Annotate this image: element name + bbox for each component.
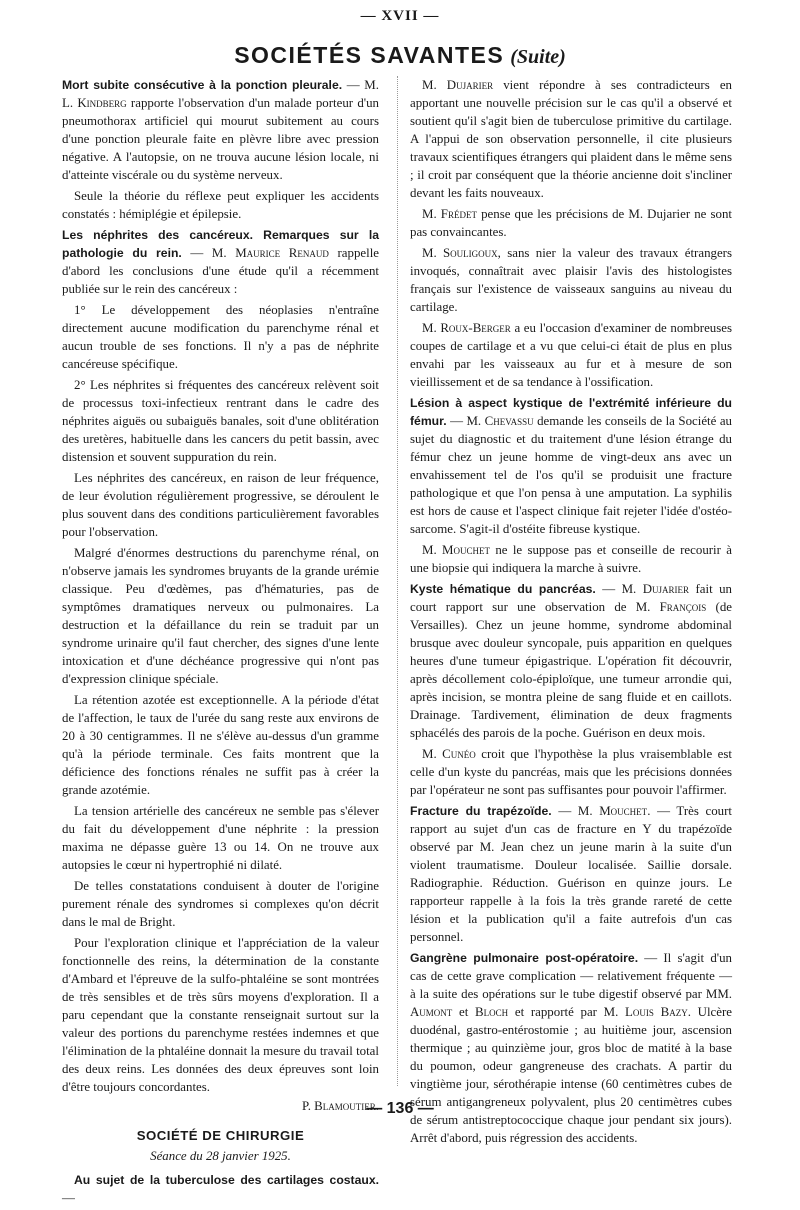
society-heading: SOCIÉTÉ DE CHIRURGIE <box>136 1128 305 1143</box>
author-name: Chevassu <box>484 414 534 428</box>
author-name: M. Frédet <box>422 207 477 221</box>
author-name: Aumont <box>410 1005 453 1019</box>
author-name: M. Dujarier <box>422 78 494 92</box>
section-title: SOCIÉTÉS SAVANTES <box>234 42 505 68</box>
paragraph: M. Mouchet ne le suppose pas et conseille de recourir à une biopsie qui indiquera la marche à suivre. <box>410 543 732 575</box>
paragraph-nephrites: Les néphrites des cancéreux. Remarques sur la pathologie du rein. — M. Maurice Renaud rappelle d'abord les conclusions d'une étude qu'il a récemment publiée sur le rein des cancéreux : <box>62 228 380 296</box>
signature: P. Blamoutier. <box>301 1099 379 1113</box>
page-number: — 136 — <box>366 1100 434 1117</box>
article-title: Fracture du trapézoïde. <box>410 804 552 818</box>
article-title: Les néphrites des cancéreux. Remarques sur la pathologie du rein. <box>62 228 379 260</box>
paragraph: M. Dujarier vient répondre à ses contradicteurs en apportant une nouvelle précision sur le cas qu'il a observé et soutient qu'il s'agit bien de tuberculose primitive du cartilage. A l'appui de son observation personnelle, il cite plusieurs travaux scientifiques étrangers qui plaident dans le même sens ; il croit par conséquent que la théorie ancienne doit s'incliner devant les faits nouveaux. <box>410 78 733 200</box>
roman-page-number: — XVII — <box>360 8 440 24</box>
page-title <box>0 42 800 69</box>
paragraph: M. Souligoux, sans nier la valeur des travaux étrangers invoqués, connaîtrait avec plaisir l'avis des histologistes français sur l'existence de vaisseaux sanguins au niveau du cartilage. <box>410 246 732 314</box>
article-title: Au sujet de la tuberculose des cartilages costaux. <box>74 1173 379 1187</box>
author-name: L. Kindberg <box>62 96 127 110</box>
paragraph: La tension artérielle des cancéreux ne semble pas s'élever du fait du développement d'une néphrite : la pression maxima ne dépasse guère 13 ou 14. On ne trouve aux autopsies le cœur ni hypertrophié ni dilaté. <box>62 804 379 872</box>
article-title: Mort subite consécutive à la ponction pleurale. <box>62 78 343 92</box>
author-name: M. Cunéo <box>422 747 476 761</box>
paragraph: M. Cunéo croit que l'hypothèse la plus vraisemblable est celle d'un kyste du pancréas, mais que les précisions données par l'opérateur ne sont pas suffisantes pour pouvoir l'affirmer. <box>410 747 732 797</box>
paragraph: M. Frédet pense que les précisions de M. Dujarier ne sont pas convaincantes. <box>410 207 732 239</box>
paragraph-gangrene: Gangrène pulmonaire post-opératoire. — Il s'agit d'un cas de cette grave complication — relativement fréquente — à la suite des opérations sur le tube digestif observé par MM. Aumont et Bloch et rapporté par M. Louis Bazy. Ulcère duodénal, gastro-entérostomie ; au huitième jour, ascension thermique ; au quinzième jour, gros bloc de matité à la base du poumon, odeur gangreneuse des crachats. A partir du vingtième jour, sérothérapie intense (60 centimètres cubes de sérum antigangreneux polyvalent, plus 20 centimètres cubes de sérum antistreptococcique chaque jour pendant six jours). Arrêt d'abord, puis régression des accidents. <box>410 951 733 1145</box>
paragraph-tuberculose: Au sujet de la tuberculose des cartilages costaux. — <box>62 1173 379 1205</box>
paragraph: Les néphrites des cancéreux, en raison de leur fréquence, de leur évolution régulièrement progressive, se déroulent le plus souvent dans des conditions particulièrement favorables pour l'observation. <box>62 471 379 539</box>
author-name: Dujarier <box>642 582 690 596</box>
author-name: Maurice Renaud <box>235 246 329 260</box>
author-name: M. Mouchet <box>422 543 490 557</box>
author-name: Bloch <box>475 1005 509 1019</box>
paragraph: 2° Les néphrites si fréquentes des cancéreux relèvent soit de processus toxi-infectieux rentrant dans le cadre des néphrites aiguës ou subaiguës banales, soit d'une oblitération des uretères, habituelle dans les cancers du petit bassin, avec distension et souvent suppuration du rein. <box>62 378 379 464</box>
paragraph: M. Roux-Berger a eu l'occasion d'examiner de nombreuses coupes de cartilage et a vu que celui-ci était de plus en plus envahi par les vaisseaux au fur et à mesure de son vieillissement et de sa tendance à l'ossification. <box>410 321 732 389</box>
paragraph: Malgré d'énormes destructions du parenchyme rénal, on n'observe jamais les syndromes bruyants de la grande urémie classique. Peu d'œdèmes, pas d'hématuries, pas de symptômes dramatiques nerveux ou pulmonaires. La destruction et la défaillance du rein se traduit par un syndrome urinaire qu'il faut chercher, des signes d'une lente intoxication et d'une déchéance progressive qui n'ont pas d'expression clinique spéciale. <box>62 546 379 686</box>
author-name: M. Roux-Berger <box>422 321 511 335</box>
paragraph-lesion-femur: Lésion à aspect kystique de l'extrémité inférieure du fémur. — M. Chevassu demande les conseils de la Société au sujet du diagnostic et du traitement d'une lésion étrange du fémur chez un jeune homme de vingt-deux ans avec un envahissement tel de l'os qu'il se produisit une fracture pathologique et que l'on pensa à une amputation. La syphilis est hors de cause et l'aspect clinique fait rejeter l'idée d'ostéo-sarcome. S'agit-il d'ostéite fibreuse kystique. <box>410 396 732 536</box>
author-name: Mouchet <box>599 804 648 818</box>
paragraph-fracture-trapezoide: Fracture du trapézoïde. — M. Mouchet. — Très court rapport au sujet d'un cas de fracture en Y du trapézoïde observé par M. Jean chez un jeune marin à la suite d'un violent traumatisme. Douleur localisée. Saillie dorsale. Radiographie. Réduction. Guérison en quinze jours. Le rapporteur rappelle à la fois la très grande rareté de cette lésion et la publication qu'il a faite autrefois d'un cas personnel. <box>410 804 732 944</box>
article-title: Kyste hématique du pancréas. <box>410 582 596 596</box>
paragraph: 1° Le développement des néoplasies n'entraîne directement aucune modification du parenchyme rénal et aucun trouble de ses fonctions. Il n'y a pas de néphrite cancéreuse spécifique. <box>62 303 379 371</box>
paragraph: La rétention azotée est exceptionnelle. A la période d'état de l'affection, le taux de l'urée du sang reste aux environs de 20 à 30 centigrammes. Il ne s'élève au-dessus d'un gramme qu'à la période terminale. Ces faits montrent que la déficience des fonctions rénales ne suffit pas à créer la grande azotémie. <box>62 693 379 797</box>
paragraph-kyste-pancreas: Kyste hématique du pancréas. — M. Dujarier fait un court rapport sur une observation de M. François (de Versailles). Chez un jeune homme, syndrome abdominal brusque avec douleur syncopale, puis apparition en quelques heures d'une tumeur épigastrique. L'opération fit découvrir, après décollement colo-épiploïque, une tumeur arrondie qui, après incision, se montra pleine de sang fluide et en caillots. Drainage. Tardivement, élimination de deux fragments sphacélés des parois de la poche. Guérison en deux mois. <box>410 582 732 740</box>
paragraph-mort-subite: Mort subite consécutive à la ponction pleurale. — M. L. Kindberg rapporte l'observation d'un malade porteur d'un pneumothorax artificiel qui mourut subitement au cours d'une ponction pleurale faite en plèvre libre avec pression négative. A l'autopsie, on ne trouva aucune lésion locale, ni d'atteinte viscérale ou du système nerveux. <box>62 78 379 182</box>
author-name: François <box>659 600 707 614</box>
column-divider <box>397 76 398 1086</box>
paragraph: De telles constatations conduisent à douter de l'origine purement rénale des syndromes si complexes qu'on décrit dans le mal de Bright. <box>62 879 379 929</box>
right-column <box>410 76 732 1150</box>
paragraph: Pour l'exploration clinique et l'appréciation de la valeur fonctionnelle des reins, la détermination de la constante d'Ambard et l'épreuve de la sulfo-phtaléine se sont montrées de très sensibles et de très sûrs moyens d'exploration. Il a paru cependant que la constante renseignait surtout sur la valeur des portions du parenchyme restées indemnes et que l'élimination de la phtaléine donnait la mesure du travail total des deux reins. Les données des deux épreuves sont loin d'être toujours concordantes. <box>62 936 379 1094</box>
session-date: Séance du 28 janvier 1925. <box>150 1149 291 1163</box>
section-title-suite: (Suite) <box>510 46 566 68</box>
article-title: Gangrène pulmonaire post-opératoire. <box>410 951 639 965</box>
author-name: Louis Bazy <box>625 1005 688 1019</box>
article-title: Lésion à aspect kystique de l'extrémité inférieure du fémur. <box>410 396 732 428</box>
paragraph: Seule la théorie du réflexe peut expliquer les accidents constatés : hémiplégie et épilepsie. <box>62 189 379 221</box>
author-name: M. Souligoux <box>422 246 498 260</box>
left-column <box>62 76 379 1210</box>
